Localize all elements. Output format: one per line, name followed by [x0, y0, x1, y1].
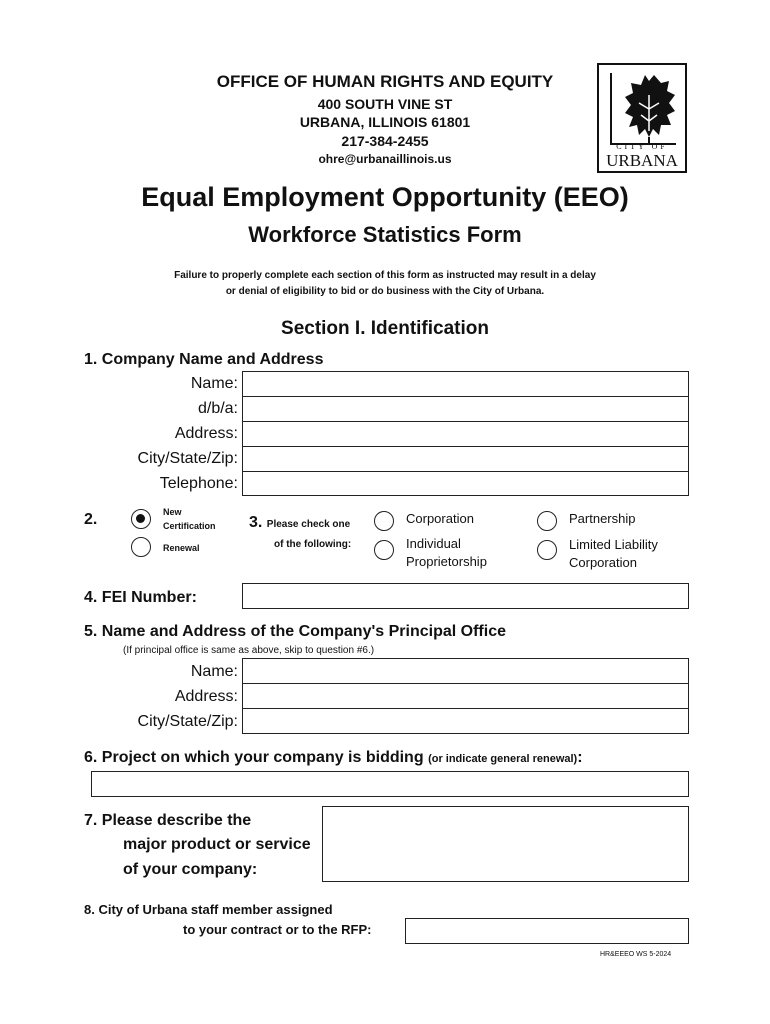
q6-main: 6. Project on which your company is bidding: [84, 749, 424, 766]
q7-line-3: of your company:: [123, 861, 258, 878]
q4-label: 4. FEI Number:: [84, 589, 197, 606]
llc-label: [569, 536, 658, 572]
office-city: URBANA, ILLINOIS 61801: [299, 114, 471, 130]
logo-urbana: URBANA: [606, 151, 678, 170]
individual-line-1: Individual: [406, 536, 461, 551]
q1-name-label: Name:: [190, 375, 238, 392]
q5-name-field[interactable]: [242, 658, 689, 684]
section-title: Section I. Identification: [281, 318, 489, 339]
q1-telephone-label: Telephone:: [159, 475, 238, 492]
partnership-label: Partnership: [569, 511, 636, 526]
logo-city-of: CITY OF: [616, 142, 668, 151]
llc-line-2: Corporation: [569, 555, 637, 570]
q1-name-field[interactable]: [242, 371, 689, 397]
q7-line-1: 7. Please describe the: [84, 812, 252, 829]
q5-address-field[interactable]: [242, 683, 689, 709]
q5-label: 5. Name and Address of the Company's Principal Office: [84, 623, 506, 640]
radio-corporation[interactable]: [374, 511, 394, 531]
q1-address-field[interactable]: [242, 421, 689, 447]
notice-line-1: Failure to properly complete each section of this form as instructed may result in a delay: [174, 270, 596, 281]
fei-number-field[interactable]: [242, 583, 689, 609]
q5-hint: (If principal office is same as above, skip to question #6.): [123, 645, 375, 656]
q3-instruction-1: Please check one: [266, 519, 351, 530]
q2-label: 2.: [84, 511, 98, 528]
q1-city-label: City/State/Zip:: [137, 450, 238, 467]
notice-line-2: or denial of eligibility to bid or do business with the City of Urbana.: [225, 286, 545, 297]
q5-address-label: Address:: [174, 688, 238, 705]
q3-instruction-2: of the following:: [274, 539, 352, 550]
q3-number: 3.: [249, 514, 263, 531]
q8-line-2: to your contract or to the RFP:: [183, 922, 372, 937]
product-service-field[interactable]: [322, 806, 689, 882]
q1-dba-field[interactable]: [242, 396, 689, 422]
q5-city-field[interactable]: [242, 708, 689, 734]
new-label: New: [163, 507, 182, 517]
q1-city-field[interactable]: [242, 446, 689, 472]
form-code: HR&EEEO WS 5-2024: [600, 951, 672, 958]
q5-city-label: City/State/Zip:: [137, 713, 238, 730]
q8-line-1: 8. City of Urbana staff member assigned: [84, 902, 333, 917]
q7-line-2: major product or service: [123, 836, 311, 853]
q1-telephone-field[interactable]: [242, 471, 689, 496]
renewal-label: Renewal: [163, 543, 200, 553]
q1-label: 1. Company Name and Address: [84, 351, 324, 368]
individual-line-2: Proprietorship: [406, 554, 487, 569]
office-email: ohre@urbanaillinois.us: [318, 152, 452, 166]
certification-label: Certification: [163, 521, 216, 531]
staff-member-field[interactable]: [405, 918, 689, 944]
q6-colon: :: [577, 749, 583, 766]
form-title: Equal Employment Opportunity (EEO): [141, 182, 629, 212]
corporation-label: Corporation: [406, 511, 474, 526]
q1-dba-label: d/b/a:: [197, 400, 238, 417]
form-subtitle: Workforce Statistics Form: [248, 222, 522, 247]
radio-new-certification[interactable]: [131, 509, 151, 529]
radio-limited-liability[interactable]: [537, 540, 557, 560]
office-name: OFFICE OF HUMAN RIGHTS AND EQUITY: [216, 72, 554, 91]
individual-label: [406, 535, 487, 571]
q6-label: [84, 749, 583, 767]
radio-renewal[interactable]: [131, 537, 151, 557]
q3-label: [249, 514, 350, 532]
radio-individual-proprietorship[interactable]: [374, 540, 394, 560]
radio-partnership[interactable]: [537, 511, 557, 531]
q6-small: (or indicate general renewal): [428, 753, 578, 765]
office-street: 400 SOUTH VINE ST: [317, 96, 453, 112]
project-field[interactable]: [91, 771, 689, 797]
office-phone: 217-384-2455: [341, 133, 429, 149]
city-logo: [597, 63, 687, 173]
q1-address-label: Address:: [174, 425, 238, 442]
q5-name-label: Name:: [190, 663, 238, 680]
llc-line-1: Limited Liability: [569, 537, 658, 552]
